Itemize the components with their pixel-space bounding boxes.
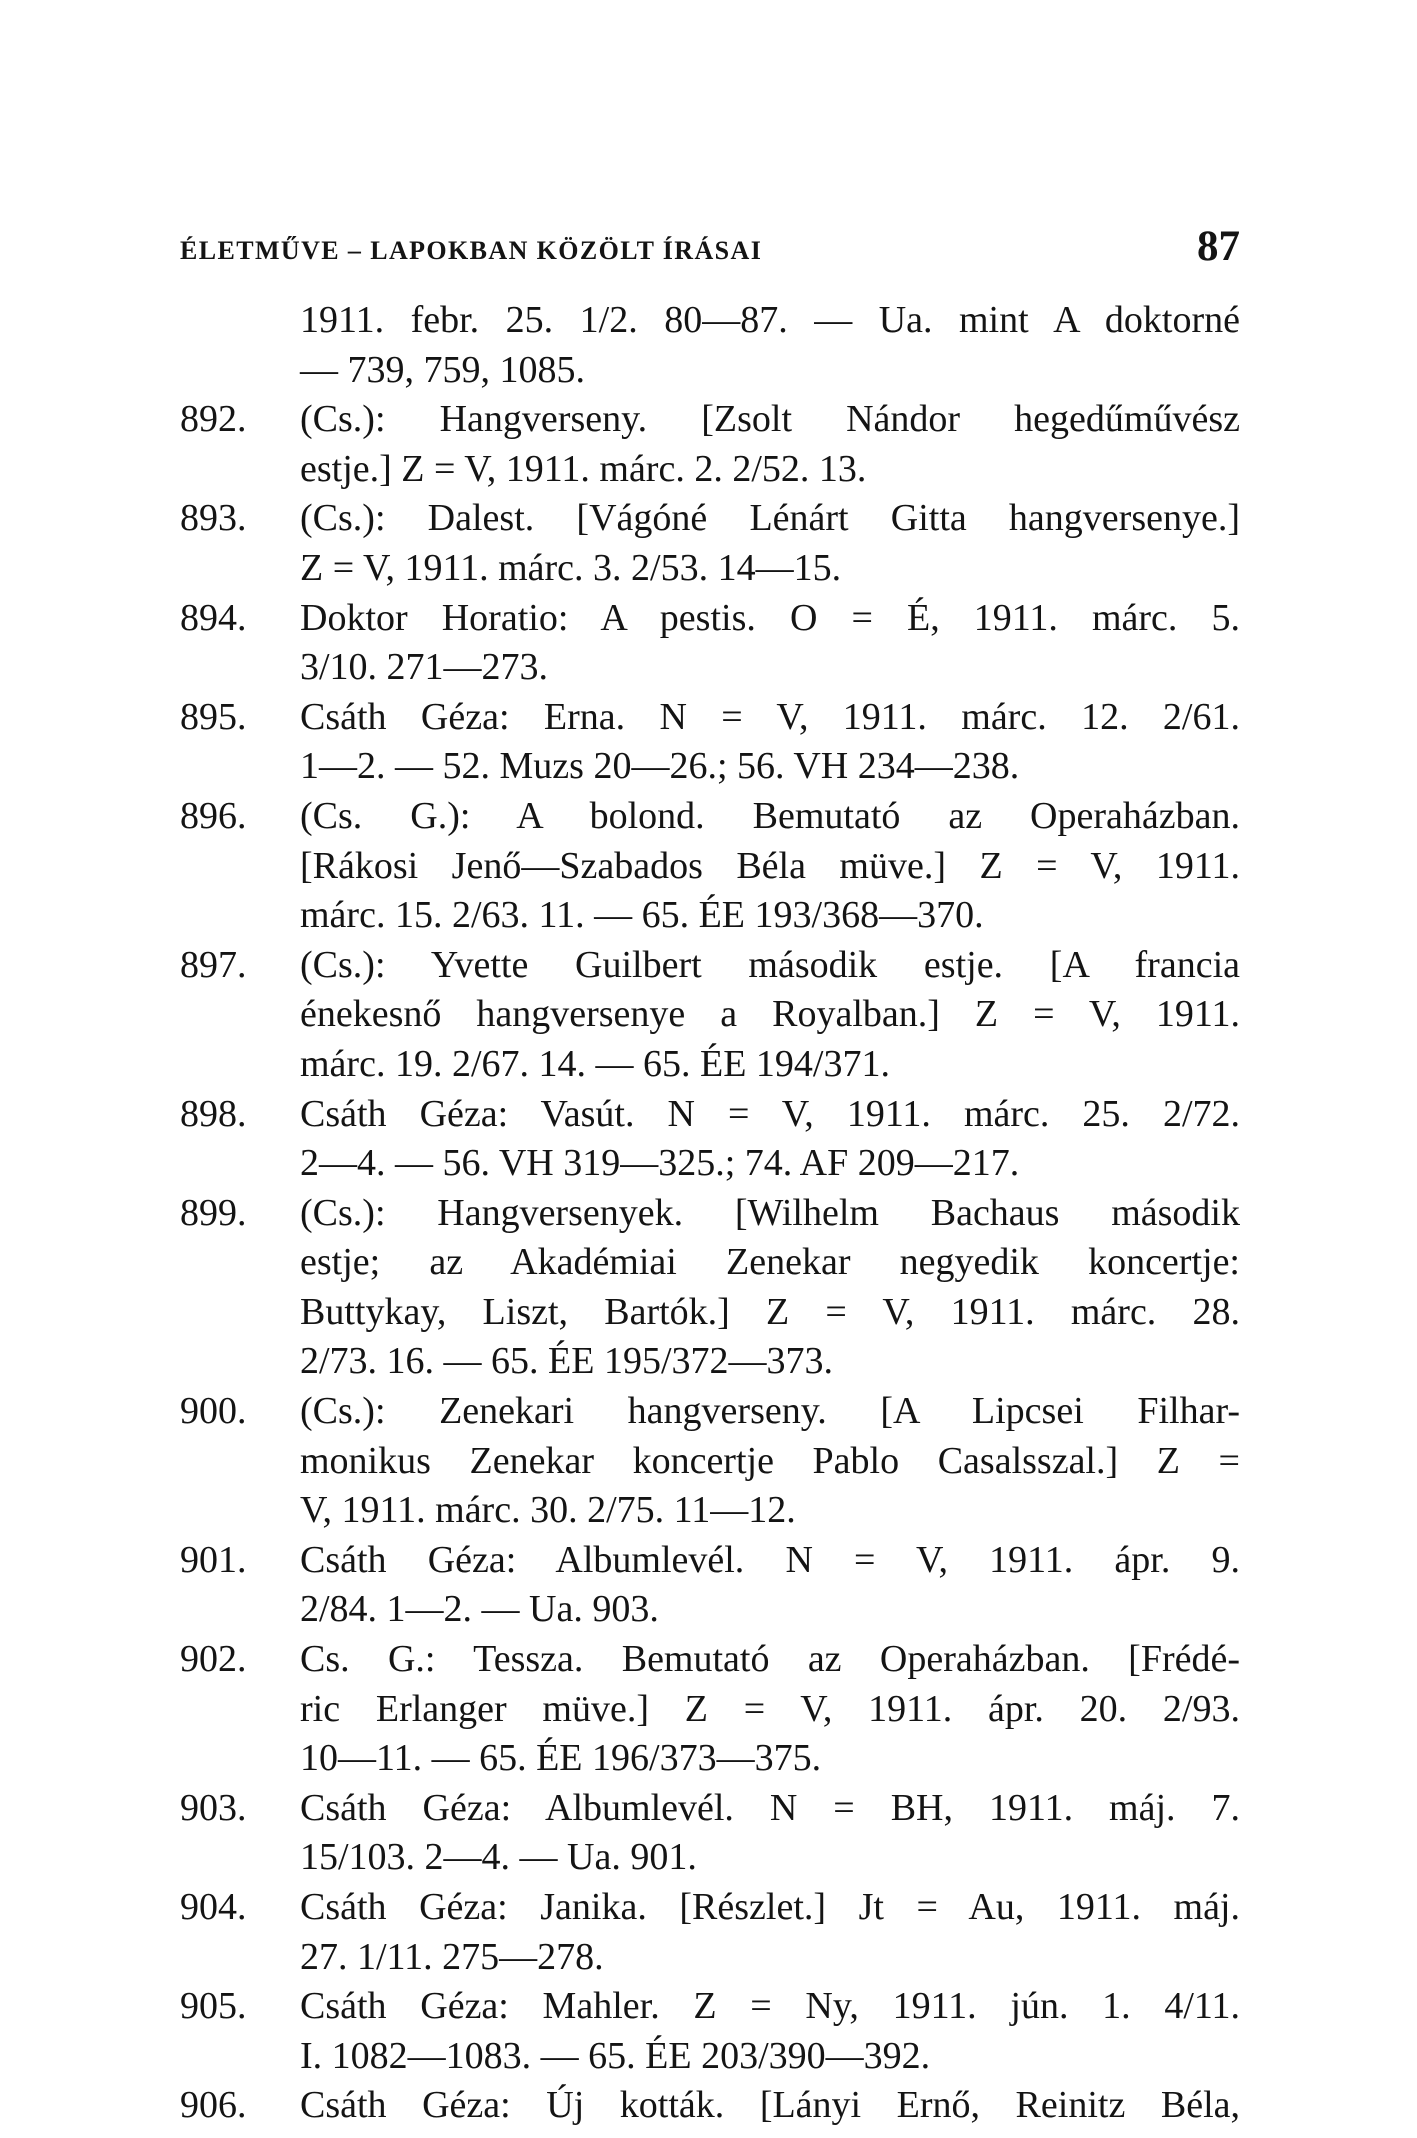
entry-line: Csáth Géza: Janika. [Részlet.] Jt = Au, 1911. máj. [300, 1886, 1240, 1928]
bibliography-entry [180, 1883, 1240, 1982]
entry-line: Csáth Géza: Albumlevél. N = BH, 1911. máj. 7. [300, 1786, 1240, 1829]
entry-number: 895. [180, 695, 247, 738]
running-title: ÉLETMŰVE – LAPOKBAN KÖZÖLT ÍRÁSAI [180, 236, 763, 265]
running-header [180, 222, 1240, 272]
bibliography-entry [180, 1387, 1240, 1536]
entry-text [300, 792, 1240, 941]
entry-line: V, 1911. márc. 30. 2/75. 11—12. [300, 1489, 796, 1532]
entry-line: Doktor Horatio: A pestis. O = É, 1911. márc. 5. [300, 596, 1240, 639]
bibliography-entry [180, 941, 1240, 1090]
entry-text [300, 1635, 1240, 1784]
entry-text [300, 2081, 1240, 2131]
bibliography-entry [180, 1189, 1240, 1387]
entry-line: 27. 1/11. 275—278. [300, 1935, 604, 1978]
entry-line: 3/10. 271—273. [300, 646, 549, 689]
entry-text [300, 941, 1240, 1090]
entry-line: 2/73. 16. — 65. ÉE 195/372—373. [300, 1340, 834, 1383]
entry-line: (Cs. G.): A bolond. Bemutató az Operaházban. [300, 794, 1240, 837]
entry-text [300, 693, 1240, 792]
entry-text [300, 1536, 1240, 1635]
bibliography-entries [180, 296, 1240, 2131]
entry-number: 901. [180, 1538, 247, 1581]
entry-text [300, 494, 1240, 593]
entry-number: 898. [180, 1092, 247, 1135]
entry-text [300, 594, 1240, 693]
bibliography-entry [180, 1982, 1240, 2081]
entry-line: Csáth Géza: Vasút. N = V, 1911. márc. 25. 2/72. [300, 1092, 1240, 1135]
entry-text [300, 1189, 1240, 1387]
entry-number: 896. [180, 794, 247, 837]
entry-line: 15/103. 2—4. — Ua. 901. [300, 1836, 697, 1879]
entry-line: 1—2. — 52. Muzs 20—26.; 56. VH 234—238. [300, 745, 1020, 788]
entry-line: Buttykay, Liszt, Bartók.] Z = V, 1911. márc. 28. [300, 1290, 1240, 1333]
entry-number: 905. [180, 1985, 247, 2028]
entry-number: 894. [180, 596, 247, 639]
entry-line: (Cs.): Hangverseny. [Zsolt Nándor hegedűművész [300, 398, 1240, 441]
bibliography-entry [180, 1784, 1240, 1883]
entry-text [300, 296, 1240, 395]
entry-number: 897. [180, 943, 247, 986]
entry-number: 906. [180, 2084, 247, 2127]
entry-line: monikus Zenekar koncertje Pablo Casalsszal.] Z = [300, 1439, 1240, 1482]
entry-line: énekesnő hangversenye a Royalban.] Z = V, 1911. [300, 993, 1240, 1036]
entry-line: Csáth Géza: Erna. N = V, 1911. márc. 12. 2/61. [300, 695, 1240, 738]
entry-line: ric Erlanger müve.] Z = V, 1911. ápr. 20. 2/93. [300, 1687, 1240, 1730]
entry-line: 2/84. 1—2. — Ua. 903. [300, 1588, 659, 1631]
entry-line: (Cs.): Hangversenyek. [Wilhelm Bachaus második [300, 1191, 1240, 1234]
entry-text [300, 1090, 1240, 1189]
bibliography-entry [180, 296, 1240, 395]
entry-number: 904. [180, 1886, 247, 1928]
entry-line: (Cs.): Yvette Guilbert második estje. [A francia [300, 943, 1240, 986]
entry-number: 902. [180, 1638, 247, 1681]
entry-number: 893. [180, 497, 247, 540]
bibliography-entry [180, 395, 1240, 494]
entry-line: I. 1082—1083. — 65. ÉE 203/390—392. [300, 2034, 931, 2077]
entry-text [300, 1883, 1240, 1982]
entry-line: 1911. febr. 25. 1/2. 80—87. — Ua. mint A doktorné [300, 299, 1240, 341]
entry-line: Z = V, 1911. márc. 3. 2/53. 14—15. [300, 546, 842, 589]
entry-number: 903. [180, 1786, 247, 1829]
entry-number: 900. [180, 1390, 247, 1433]
entry-line: — 739, 759, 1085. [300, 348, 585, 391]
entry-number: 892. [180, 398, 247, 441]
bibliography-entry [180, 594, 1240, 693]
entry-line: márc. 15. 2/63. 11. — 65. ÉE 193/368—370. [300, 894, 984, 937]
bibliography-entry [180, 1536, 1240, 1635]
entry-line: (Cs.): Zenekari hangverseny. [A Lipcsei Filhar- [300, 1390, 1240, 1433]
entry-text [300, 395, 1240, 494]
entry-number: 899. [180, 1191, 247, 1234]
entry-line: estje; az Akadémiai Zenekar negyedik koncertje: [300, 1241, 1240, 1284]
entry-line: Csáth Géza: Albumlevél. N = V, 1911. ápr. 9. [300, 1538, 1240, 1581]
bibliography-entry [180, 494, 1240, 593]
bibliography-entry [180, 1635, 1240, 1784]
entry-text [300, 1982, 1240, 2081]
entry-text [300, 1387, 1240, 1536]
entry-line: 2—4. — 56. VH 319—325.; 74. AF 209—217. [300, 1142, 1020, 1185]
entry-line: estje.] Z = V, 1911. márc. 2. 2/52. 13. [300, 447, 867, 490]
bibliography-entry [180, 2081, 1240, 2131]
bibliography-entry [180, 792, 1240, 941]
entry-line: Csáth Géza: Mahler. Z = Ny, 1911. jún. 1. 4/11. [300, 1985, 1240, 2028]
entry-text [300, 1784, 1240, 1883]
entry-line: Csáth Géza: Új kották. [Lányi Ernő, Reinitz Béla, [300, 2084, 1240, 2127]
entry-line: 10—11. — 65. ÉE 196/373—375. [300, 1737, 822, 1780]
entry-line: [Rákosi Jenő—Szabados Béla müve.] Z = V, 1911. [300, 844, 1240, 887]
entry-line: (Cs.): Dalest. [Vágóné Lénárt Gitta hangversenye.] [300, 497, 1240, 540]
bibliography-entry [180, 693, 1240, 792]
entry-line: márc. 19. 2/67. 14. — 65. ÉE 194/371. [300, 1042, 890, 1085]
entry-line: Cs. G.: Tessza. Bemutató az Operaházban. [Frédé- [300, 1638, 1240, 1681]
bibliography-entry [180, 1090, 1240, 1189]
page-number: 87 [1197, 223, 1240, 270]
